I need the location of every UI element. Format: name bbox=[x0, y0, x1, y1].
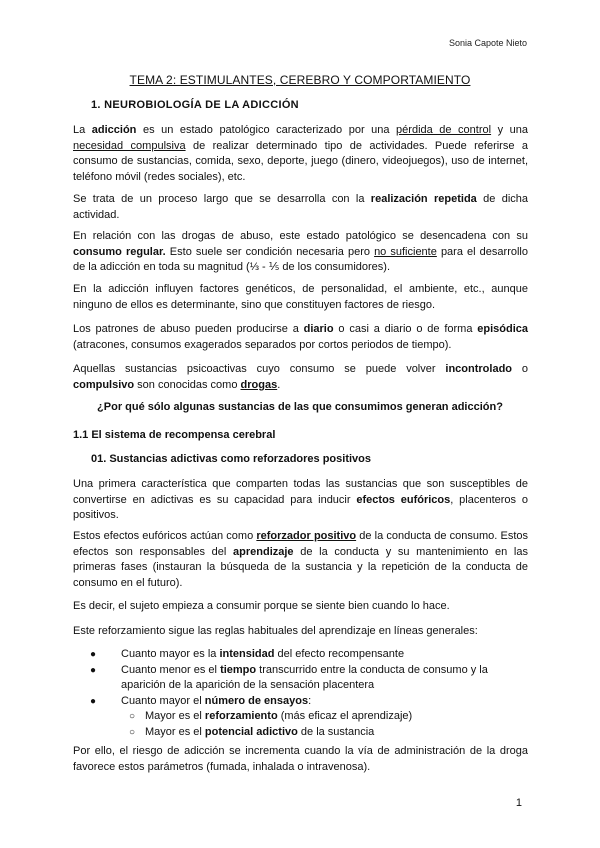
paragraph-reforzador-positivo: Estos efectos eufóricos actúan como reforzador positivo de la conducta de consumo. Estos efectos son responsables del aprendizaje de la conducta y su mantenimiento en las primeras fases (instauran la búsqueda de la sustancia y la repetición de la conducta de consumo en el futuro). bbox=[73, 530, 528, 589]
paragraph-patrones-abuso: Los patrones de abuso pueden producirse a diario o casi a diario o de forma episódica (atracones, consumos exagerados separados por cortos periodos de tiempo). bbox=[73, 323, 528, 351]
paragraph-sustancias-psicoactivas: Aquellas sustancias psicoactivas cuyo consumo se puede volver incontrolado o compulsivo son conocidas como drogas. bbox=[73, 363, 528, 391]
page-title: TEMA 2: ESTIMULANTES, CEREBRO Y COMPORTAMIENTO bbox=[129, 73, 471, 87]
author-name: Sonia Capote Nieto bbox=[448, 38, 527, 48]
section-heading-neurobiologia: 1. NEUROBIOLOGÍA DE LA ADICCIÓN bbox=[91, 99, 299, 111]
list-item: ● Cuanto mayor el número de ensayos: bbox=[73, 694, 528, 710]
sub-list-item: ○ Mayor es el potencial adictivo de la sustancia bbox=[73, 725, 528, 741]
paragraph-efectos-euforicos: Una primera característica que comparten todas las sustancias que son susceptibles de convertirse en adictivas es su capacidad para inducir efectos eufóricos, placenteros o positivos. bbox=[73, 478, 528, 522]
list-item: ● Cuanto mayor es la intensidad del efecto recompensante bbox=[73, 647, 528, 663]
section-heading-sistema-recompensa: 1.1 El sistema de recompensa cerebral bbox=[73, 429, 276, 441]
paragraph-proceso-largo: Se trata de un proceso largo que se desarrolla con la realización repetida de dicha actividad. bbox=[73, 193, 528, 221]
page-number: 1 bbox=[515, 797, 522, 809]
paragraph-factores-riesgo: En la adicción influyen factores genéticos, de personalidad, el ambiente, etc., aunque ninguno de ellos es determinante, sino que constituyen factores de riesgo. bbox=[73, 283, 528, 311]
question-heading: ¿Por qué sólo algunas sustancias de las que consumimos generan adicción? bbox=[97, 401, 503, 413]
paragraph-reglas-aprendizaje: Este reforzamiento sigue las reglas habituales del aprendizaje en líneas generales: bbox=[73, 625, 478, 637]
bullet-icon: ● bbox=[90, 664, 97, 676]
bullet-list bbox=[73, 647, 528, 740]
paragraph-riesgo-adiccion: Por ello, el riesgo de adicción se incrementa cuando la vía de administración de la droga favorece estos parámetros (fumada, inhalada o intravenosa). bbox=[73, 745, 528, 773]
list-item: ● Cuanto menor es el tiempo transcurrido entre la conducta de consumo y la aparición de la aparición de la sensación placentera bbox=[90, 663, 488, 691]
circle-bullet-icon: ○ bbox=[129, 711, 136, 722]
sub-list-item: ○ Mayor es el reforzamiento (más eficaz el aprendizaje) bbox=[73, 709, 528, 725]
paragraph-adiccion-definicion: La adicción es un estado patológico caracterizado por una pérdida de control y una necesidad compulsiva de realizar determinado tipo de actividades. Puede referirse a consumo de sustancias, comida, sexo, deporte, juego (dinero, videojuegos), uso de internet, teléfono móvil (redes sociales), etc. bbox=[73, 124, 529, 183]
paragraph-sujeto-consumir: Es decir, el sujeto empieza a consumir porque se siente bien cuando lo hace. bbox=[73, 600, 450, 612]
paragraph-drogas-abuso: En relación con las drogas de abuso, este estado patológico se desencadena con su consumo regular. Esto suele ser condición necesaria pero no suficiente para el desarrollo de la adicción en toda su magnitud (⅓ - ⅕ de los consumidores). bbox=[73, 230, 528, 274]
bullet-icon: ● bbox=[90, 695, 97, 707]
bullet-icon: ● bbox=[90, 649, 97, 660]
circle-bullet-icon: ○ bbox=[129, 726, 136, 738]
subsection-heading-reforzadores: 01. Sustancias adictivas como reforzadores positivos bbox=[91, 453, 371, 465]
